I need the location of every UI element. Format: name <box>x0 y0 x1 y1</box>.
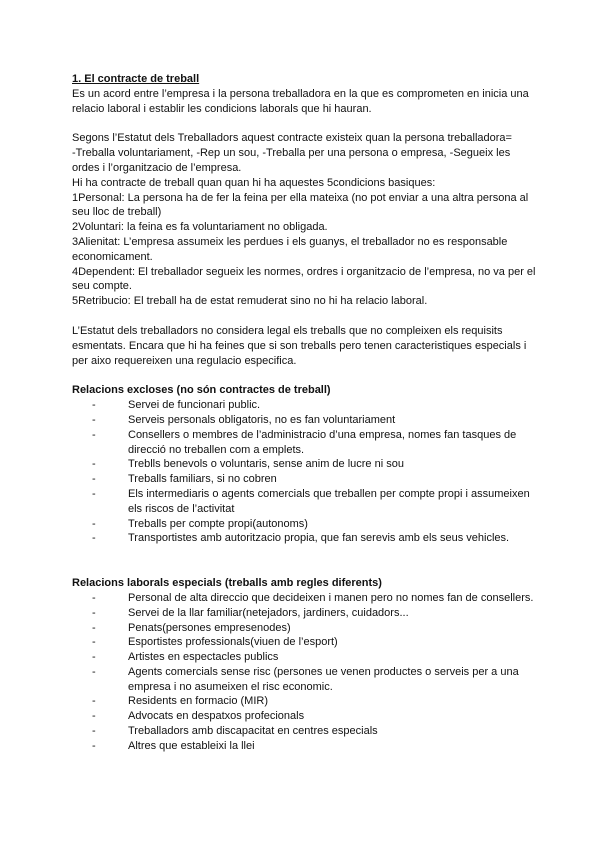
list-item: - Residents en formacio (MIR) <box>92 694 540 709</box>
list-item: - Agents comercials sense risc (persones ue venen productes o serveis per a una empresa i no asumeixen el risc economic. <box>92 665 540 695</box>
list-item: - Servei de la llar familiar(netejadors, jardiners, cuidadors... <box>92 606 540 621</box>
list-item: - Penats(persones empresenodes) <box>92 621 540 636</box>
list-item: - Advocats en despatxos profecionals <box>92 709 540 724</box>
list-item: - Altres que estableixi la llei <box>92 739 540 754</box>
list-item: - Treballs per compte propi(autonoms) <box>92 517 540 532</box>
excloses-list <box>72 398 540 546</box>
spacer <box>72 368 540 383</box>
list-item: - Esportistes professionals(viuen de l’esport) <box>92 635 540 650</box>
list-item: - Serveis personals obligatoris, no es fan voluntariament <box>92 413 540 428</box>
list-item: - Servei de funcionari public. <box>92 398 540 413</box>
condition-dependent: 4Dependent: El treballador segueix les normes, ordres i organitzacio de l’empresa, no va per el seu compte. <box>72 265 536 293</box>
list-item: - Artistes en espectacles publics <box>92 650 540 665</box>
estatut-line: Hi ha contracte de treball quan quan hi ha aquestes 5condicions basiques: <box>72 176 436 189</box>
list-item: - Treblls benevols o voluntaris, sense anim de lucre ni sou <box>92 457 540 472</box>
estatut-line: -Treballa voluntariament, -Rep un sou, -Treballa per una persona o empresa, -Segueix les ordes i l’organitzacio de l’empresa. <box>72 147 511 174</box>
spacer <box>72 116 540 131</box>
list-item: - Consellers o membres de l’administracio d’una empresa, nomes fan tasques de direcció no treballen com a emplets. <box>92 428 540 458</box>
list-item: - Els intermediaris o agents comercials que treballen per compte propi i assumeixen els riscos de l’activitat <box>92 487 540 517</box>
list-item: - Personal de alta direccio que decideixen i manen pero no nomes fan de consellers. <box>92 591 540 606</box>
spacer <box>72 309 540 324</box>
list-item: - Transportistes amb autoritzacio propia, que fan serevis amb els seus vehicles. <box>92 531 540 546</box>
contract-definition: Es un acord entre l’empresa i la persona treballadora en la que es comprometen en inicia una relacio laboral i establir les condicions laborals que hi hauran. <box>72 87 529 115</box>
excloses-heading: Relacions excloses (no són contractes de treball) <box>72 384 331 397</box>
especials-heading: Relacions laborals especials (treballs amb regles diferents) <box>72 577 382 590</box>
section-title: 1. El contracte de treball <box>72 73 200 85</box>
condition-alienitat: 3Alienitat: L’empresa assumeix les perdues i els guanys, el treballador no es responsable economicament. <box>72 235 508 263</box>
condition-voluntari: 2Voluntari: la feina es fa voluntariament no obligada. <box>72 221 328 234</box>
condition-personal: 1Personal: La persona ha de fer la feina per ella mateixa (no pot enviar a una altra persona al seu lloc de treball) <box>72 191 529 219</box>
list-item: - Treballadors amb discapacitat en centres especials <box>92 724 540 739</box>
condition-retribucio: 5Retribucio: El treball ha de estat remuderat sino no hi ha relacio laboral. <box>72 295 428 308</box>
estatut-note: L’Estatut dels treballadors no considera legal els treballs que no compleixen els requisits esmentats. Encara que hi ha feines que si son treballs pero tenen caracteristiques especials i per aixo requereixen una regulacio especifica. <box>72 324 527 367</box>
spacer <box>72 561 540 576</box>
estatut-line: Segons l’Estatut dels Treballadors aquest contracte existeix quan la persona treballadora= <box>72 132 512 145</box>
spacer <box>72 546 540 561</box>
especials-list <box>72 591 540 754</box>
list-item: - Treballs familiars, si no cobren <box>92 472 540 487</box>
